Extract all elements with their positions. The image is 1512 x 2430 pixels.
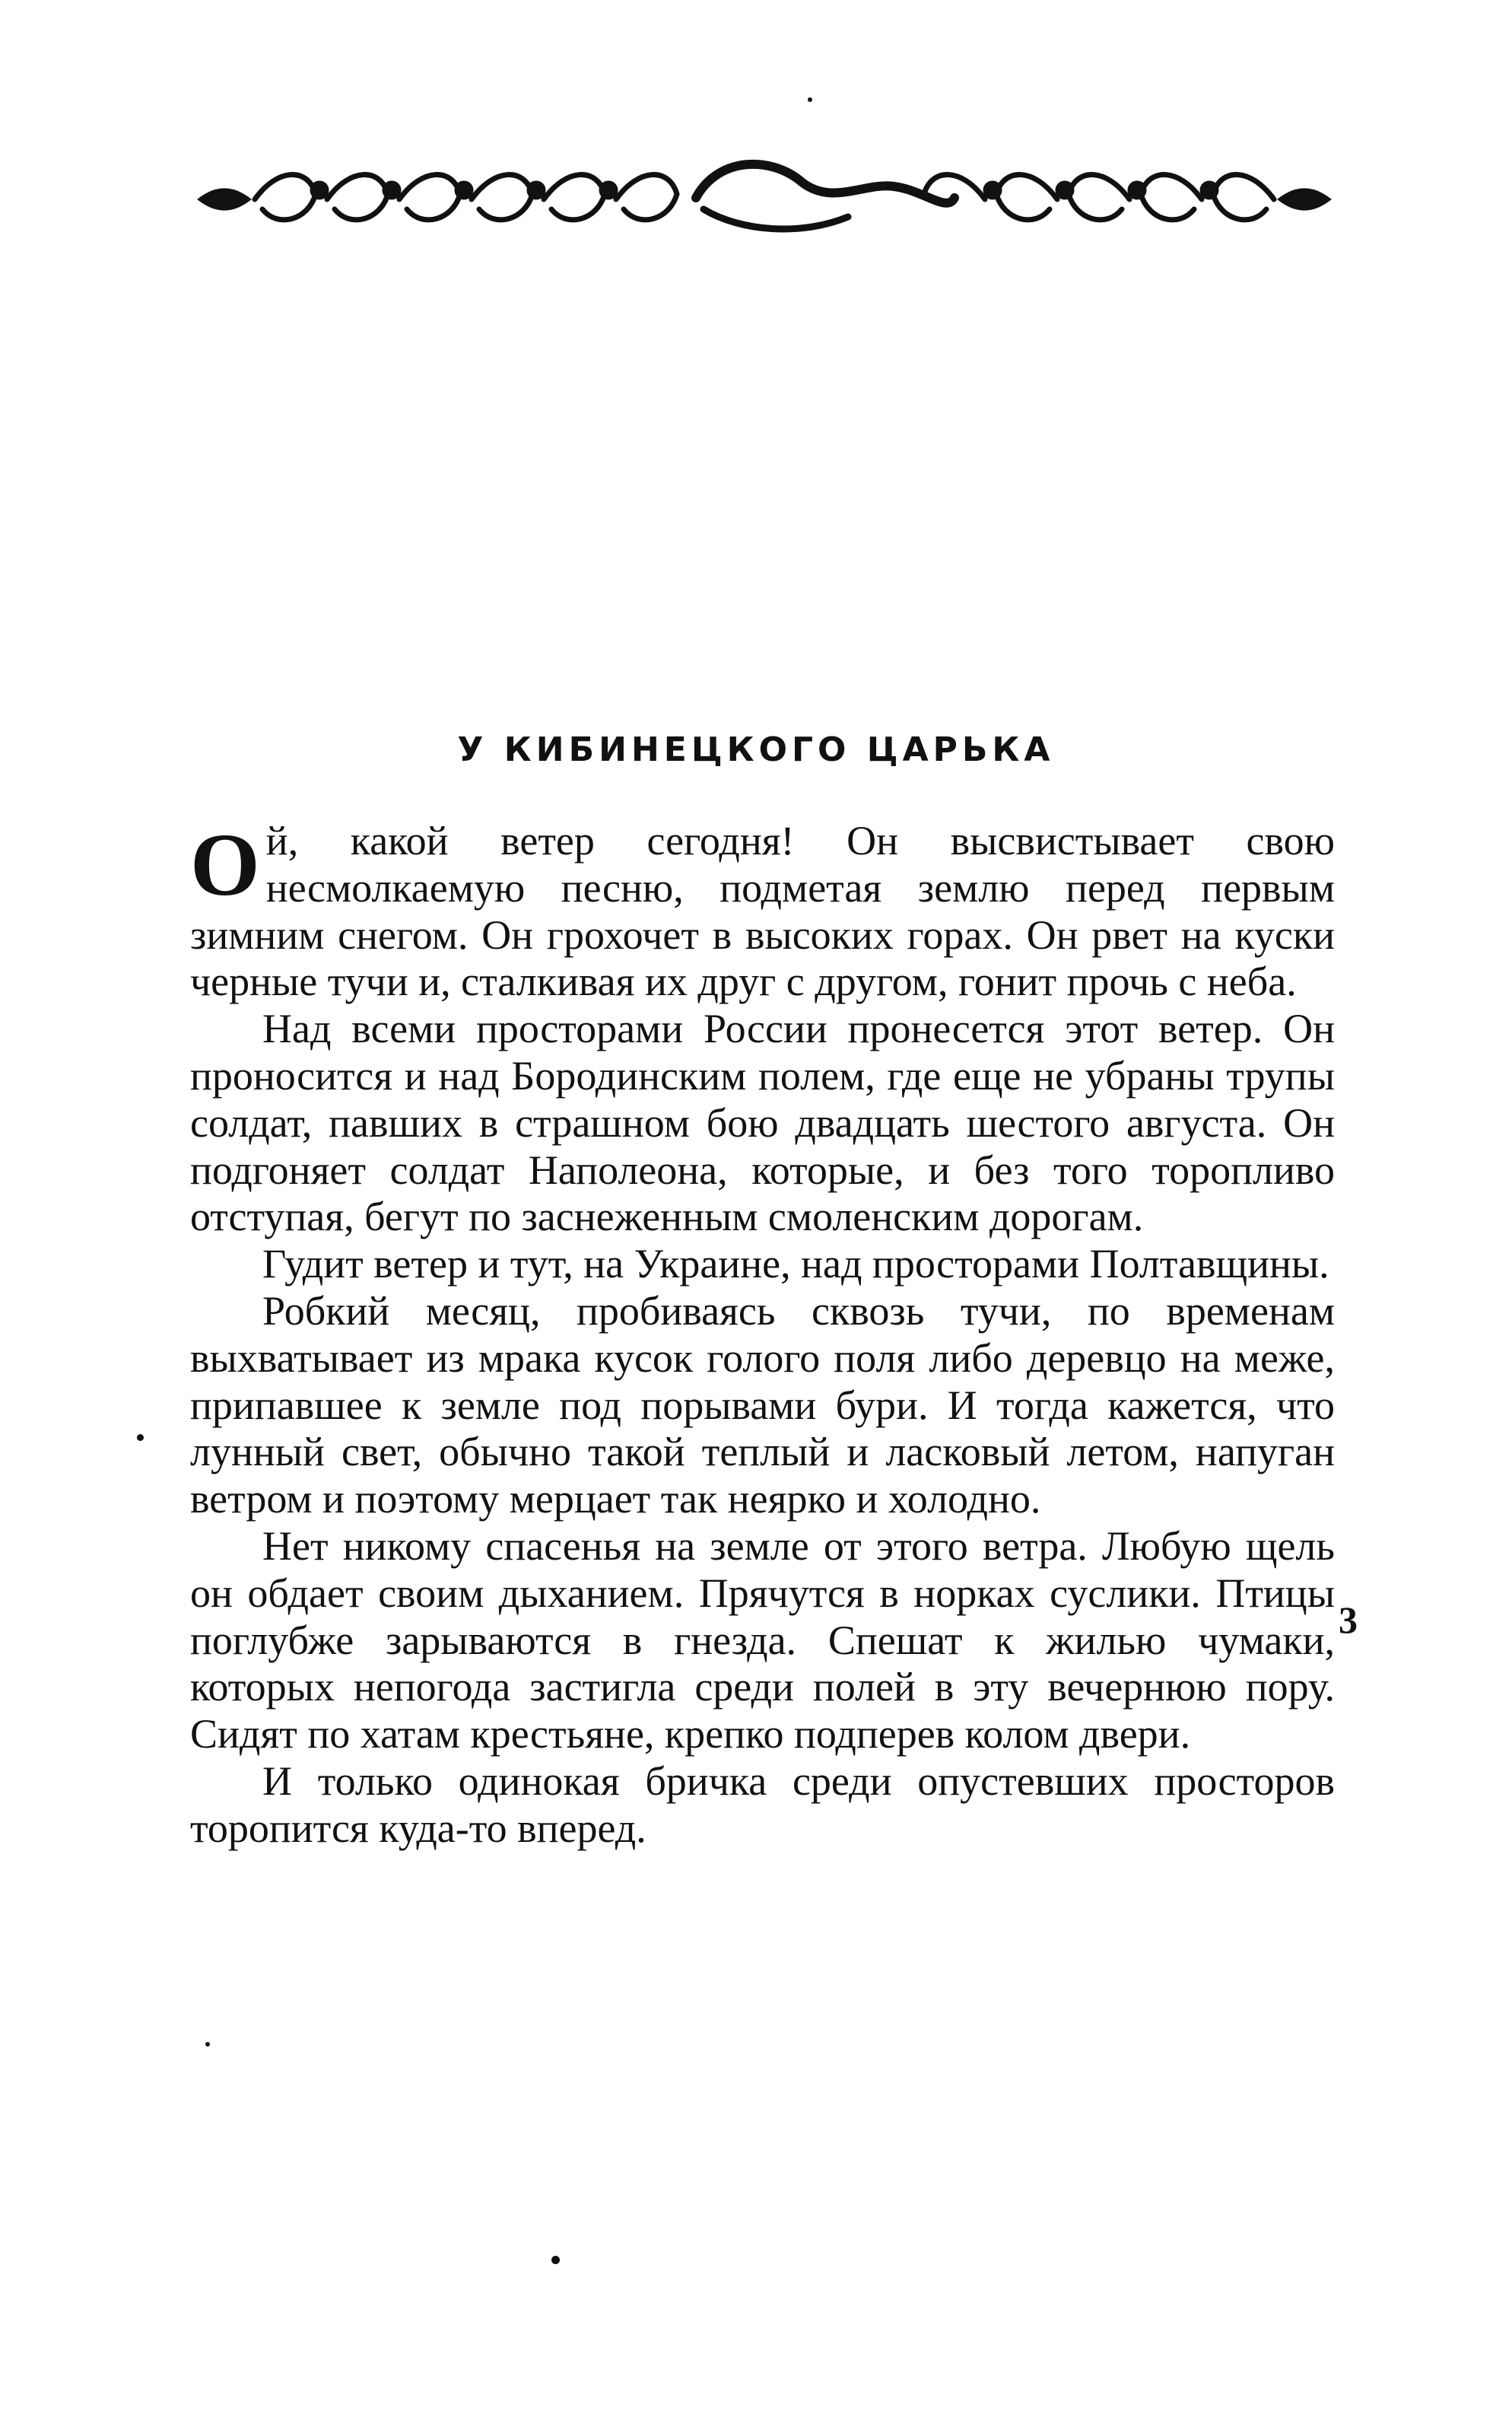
print-speck (551, 2256, 560, 2264)
chapter-title: У КИБИНЕЦКОГО ЦАРЬКА (457, 730, 1055, 769)
print-speck (205, 2042, 210, 2047)
paragraph: Гудит ветер и тут, на Украине, над просторами Полтавщины. (262, 1241, 1329, 1287)
print-speck (808, 97, 812, 102)
vine-scroll-ornament-icon (194, 152, 1335, 243)
paragraph: Робкий месяц, пробиваясь сквозь тучи, по временам выхватывает из мрака кусок голого поля либо деревцо на меже, припавшее к земле под порывами бури. И тогда кажется, что лунный свет, обычно такой теплый и ласковый летом, напуган ветром и поэтому мерцает так неярко и холодно. (190, 1287, 1335, 1522)
drop-cap: О (190, 815, 260, 914)
paragraph: Нет никому спасенья на земле от этого ветра. Любую щель он обдает своим дыханием. Прячутся в норках суслики. Птицы поглубже зарываются в гнезда. Спешат к жилью чумаки, которых непогода застигла среди полей в эту вечернюю пору. Сидят по хатам крестьяне, крепко подперев колом двери. (190, 1522, 1335, 1757)
body-text (190, 815, 1335, 1853)
paragraph (190, 815, 1335, 1006)
paragraph: И только одинокая бричка среди опустевших просторов торопится куда-то вперед. (190, 1757, 1335, 1851)
page-number: 3 (1339, 1598, 1358, 1641)
print-speck (137, 1434, 144, 1441)
paragraph: Над всеми просторами России пронесется этот ветер. Он проносится и над Бородинским полем, где еще не убраны трупы солдат, павших в страшном бою двадцать шестого августа. Он подгоняет солдат Наполеона, которые, и без того торопливо отступая, бегут по заснеженным смоленским дорогам. (190, 1006, 1335, 1240)
paragraph-text: й, какой ветер сегодня! Он высвистывает свою несмолкаемую песню, подметая землю перед первым зимним снегом. Он грохочет в высоких горах. Он рвет на куски черные тучи и, сталкивая их друг с другом, гонит прочь с неба. (190, 818, 1335, 1005)
